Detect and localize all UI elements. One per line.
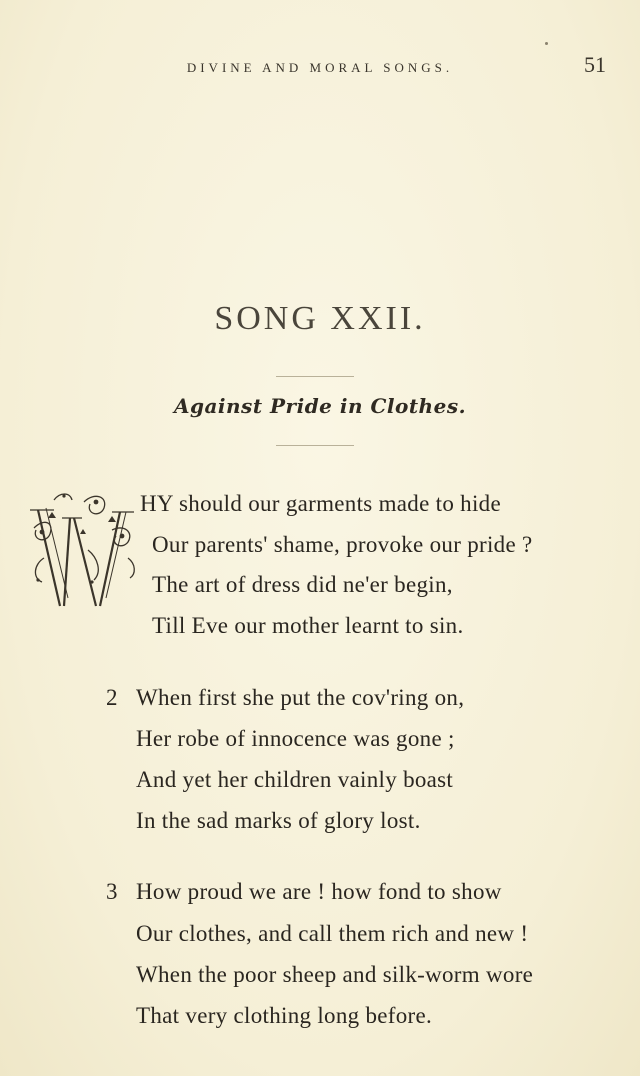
verse-line: HY should our garments made to hide <box>140 491 501 516</box>
divider-rule-top <box>276 376 354 377</box>
verse-line: In the sad marks of glory lost. <box>136 808 421 833</box>
stanza-number: 3 <box>106 879 118 904</box>
song-title: SONG XXII. <box>214 300 426 337</box>
song-subtitle: Against Pride in Clothes. <box>173 394 467 418</box>
running-head: DIVINE AND MORAL SONGS. <box>186 60 454 75</box>
verse-line: When first she put the cov'ring on, <box>136 685 465 710</box>
verse-line: How proud we are ! how fond to show <box>136 879 502 904</box>
stanza-number: 2 <box>106 685 118 710</box>
verse-line: The art of dress did ne'er begin, <box>152 572 453 597</box>
ornamental-drop-cap-w-icon <box>24 488 140 618</box>
verse-line: When the poor sheep and silk-worm wore <box>136 962 534 987</box>
divider-rule-bottom <box>276 445 354 446</box>
verse-line: Her robe of innocence was gone ; <box>136 726 455 751</box>
page-number: 51 <box>584 52 606 77</box>
verse-line: Our clothes, and call them rich and new ! <box>136 921 529 946</box>
verse-line: That very clothing long before. <box>136 1003 433 1028</box>
verse-line: Till Eve our mother learnt to sin. <box>152 613 464 638</box>
verse-line: Our parents' shame, provoke our pride ? <box>152 532 533 557</box>
paper-speck <box>545 42 548 45</box>
verse-line: And yet her children vainly boast <box>136 767 454 792</box>
